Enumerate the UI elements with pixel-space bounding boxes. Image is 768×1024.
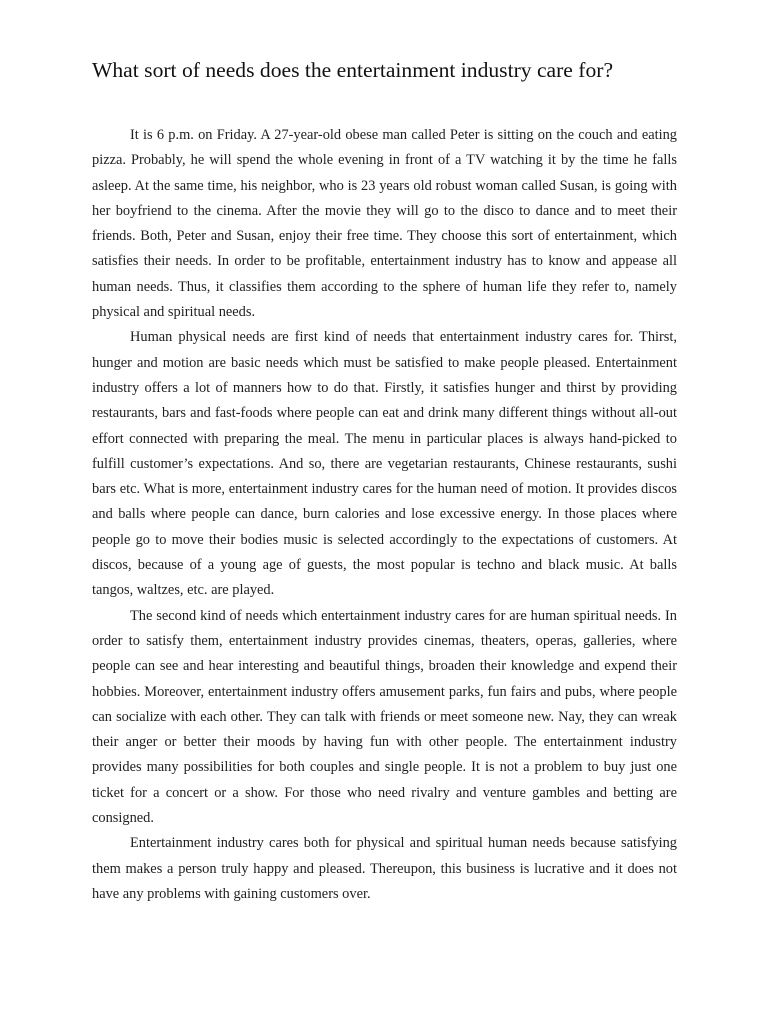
paragraph-spiritual-needs: The second kind of needs which entertainment industry cares for are human spiritual needs. In order to satisfy them, entertainment industry provides cinemas, theaters, operas, galleries, where people can see and hear interesting and beautiful things, broaden their knowledge and expend their hobbies. Moreover, entertainment industry offers amusement parks, fun fairs and pubs, where people can socialize with each other. They can talk with friends or meet someone new. Nay, they can wreak their anger or better their moods by having fun with other people. The entertainment industry provides many possibilities for both couples and single people. It is not a problem to buy just one ticket for a concert or a show. For those who need rivalry and venture gambles and betting are consigned. (92, 607, 677, 827)
document-title: What sort of needs does the entertainment industry care for? (92, 58, 614, 82)
document-page (92, 0, 677, 1024)
paragraph-conclusion: Entertainment industry cares both for physical and spiritual human needs because satisfying them makes a person truly happy and pleased. Thereupon, this business is lucrative and it does not have any problems with gaining customers over. (92, 835, 677, 902)
document-body (92, 123, 677, 907)
paragraph-introduction: It is 6 p.m. on Friday. A 27-year-old obese man called Peter is sitting on the couch and eating pizza. Probably, he will spend the whole evening in front of a TV watching it by the time he falls asleep. At the same time, his neighbor, who is 23 years old robust woman called Susan, is going with her boyfriend to the cinema. After the movie they will go to the disco to dance and to meet their friends. Both, Peter and Susan, enjoy their free time. They choose this sort of entertainment, which satisfies their needs. In order to be profitable, entertainment industry has to know and appease all human needs. Thus, it classifies them according to the sphere of human life they refer to, namely physical and spiritual needs. (92, 127, 677, 321)
paragraph-physical-needs: Human physical needs are first kind of needs that entertainment industry cares for. Thirst, hunger and motion are basic needs which must be satisfied to make people pleased. Entertainment industry offers a lot of manners how to do that. Firstly, it satisfies hunger and thirst by providing restaurants, bars and fast-foods where people can eat and drink many different things without all-out effort connected with preparing the meal. The menu in particular places is always hand-picked to fulfill customer’s expectations. And so, there are vegetarian restaurants, Chinese restaurants, sushi bars etc. What is more, entertainment industry cares for the human need of motion. It provides discos and balls where people can dance, burn calories and lose excessive energy. In those places where people go to move their bodies music is selected accordingly to the expectations of customers. At discos, because of a young age of guests, the most popular is techno and black music. At balls tangos, waltzes, etc. are played. (92, 329, 677, 599)
